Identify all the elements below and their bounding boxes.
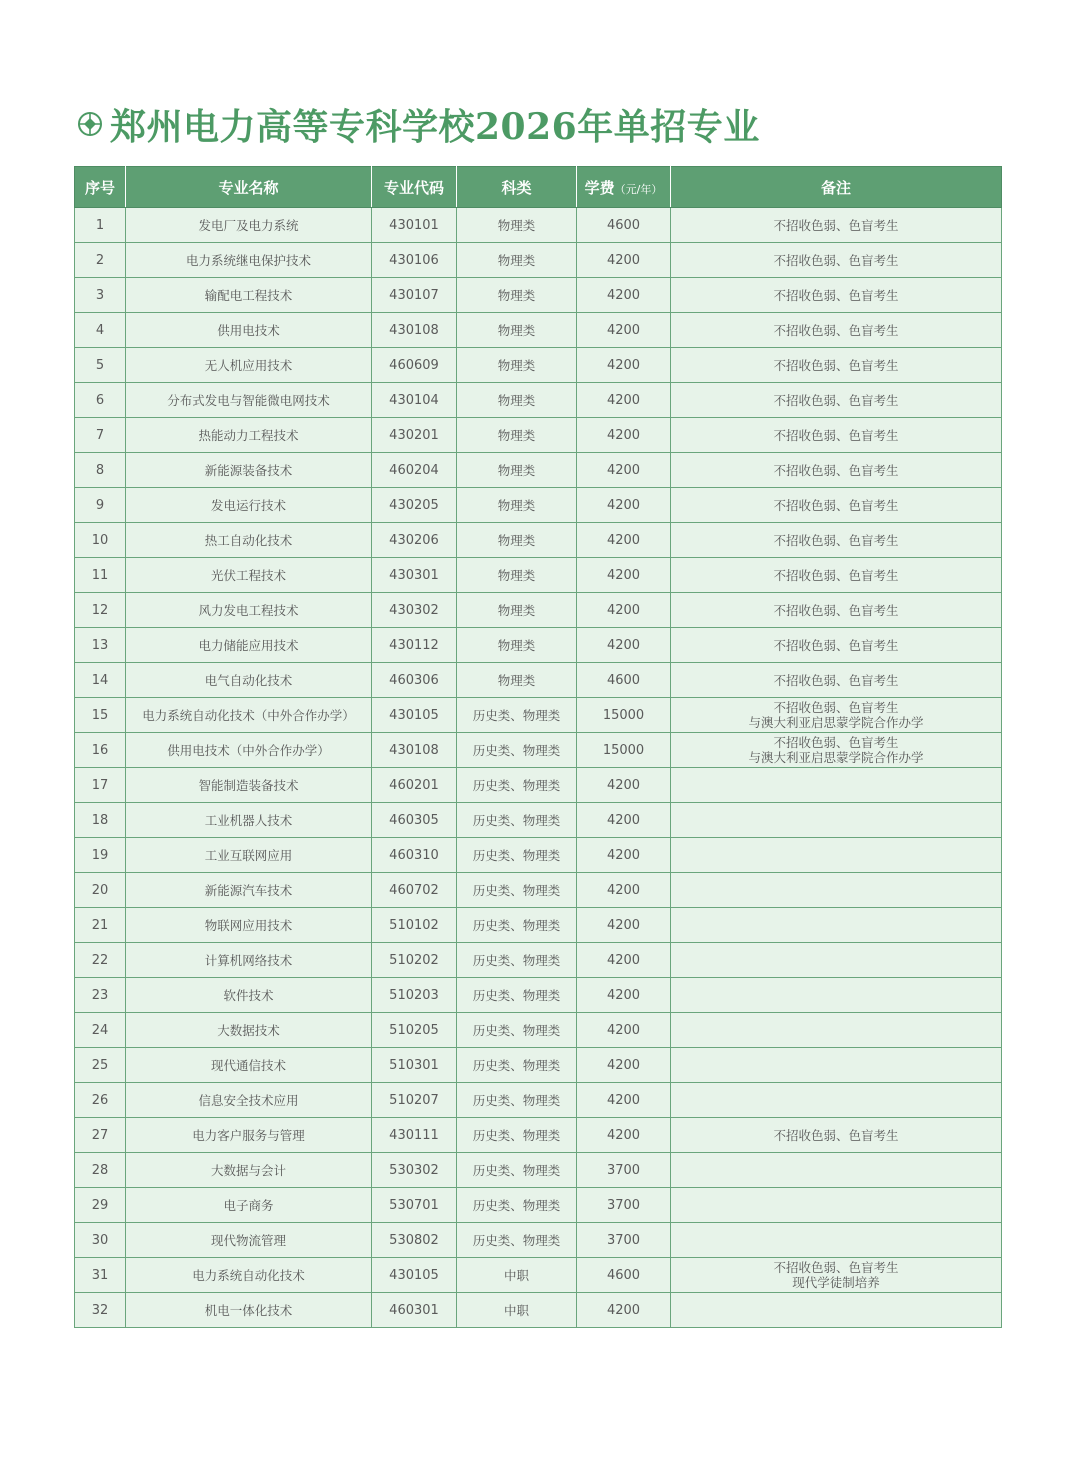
note-line: 与澳大利亚启思蒙学院合作办学 [748, 750, 924, 765]
cell-note [671, 243, 1002, 278]
table-row [75, 698, 1002, 733]
cell-name: 发电厂及电力系统 [126, 208, 372, 243]
table-row [75, 768, 1002, 803]
cell-fee: 4200 [577, 593, 671, 628]
cell-note [671, 908, 1002, 943]
table-row [75, 383, 1002, 418]
cell-fee: 4200 [577, 768, 671, 803]
cell-fee: 4200 [577, 383, 671, 418]
cell-category: 历史类、物理类 [457, 803, 577, 838]
cell-fee: 4600 [577, 1258, 671, 1293]
cell-name: 大数据技术 [126, 1013, 372, 1048]
cell-seq: 14 [75, 663, 126, 698]
cell-code: 530302 [372, 1153, 457, 1188]
cell-name: 电气自动化技术 [126, 663, 372, 698]
cell-note [671, 1153, 1002, 1188]
cell-note [671, 1258, 1002, 1293]
cell-seq: 24 [75, 1013, 126, 1048]
cell-name: 发电运行技术 [126, 488, 372, 523]
cell-name: 供用电技术（中外合作办学） [126, 733, 372, 768]
note-line: 不招收色弱、色盲考生 [773, 462, 899, 478]
cell-name: 电力储能应用技术 [126, 628, 372, 663]
cell-category: 物理类 [457, 383, 577, 418]
cell-fee: 3700 [577, 1153, 671, 1188]
table-row [75, 663, 1002, 698]
note-line: 不招收色弱、色盲考生 [773, 602, 899, 618]
cell-name: 无人机应用技术 [126, 348, 372, 383]
cell-category: 物理类 [457, 208, 577, 243]
cell-seq: 26 [75, 1083, 126, 1118]
cell-code: 530701 [372, 1188, 457, 1223]
cell-name: 电力系统自动化技术（中外合作办学） [126, 698, 372, 733]
cell-name: 信息安全技术应用 [126, 1083, 372, 1118]
cell-note [671, 1048, 1002, 1083]
cell-code: 460702 [372, 873, 457, 908]
cell-seq: 19 [75, 838, 126, 873]
cell-code: 510205 [372, 1013, 457, 1048]
table-row [75, 278, 1002, 313]
cell-fee: 4200 [577, 803, 671, 838]
cell-name: 电力系统自动化技术 [126, 1258, 372, 1293]
header-fee-label: 学费 [584, 178, 615, 197]
cell-note [671, 1223, 1002, 1258]
cell-seq: 11 [75, 558, 126, 593]
cell-code: 430302 [372, 593, 457, 628]
table-row [75, 1048, 1002, 1083]
table-row [75, 348, 1002, 383]
note-line: 不招收色弱、色盲考生 [773, 532, 899, 548]
cell-fee: 4200 [577, 1118, 671, 1153]
cell-note [671, 383, 1002, 418]
cell-seq: 13 [75, 628, 126, 663]
table-header-row [75, 167, 1002, 208]
cell-name: 输配电工程技术 [126, 278, 372, 313]
cell-fee: 15000 [577, 698, 671, 733]
table-row [75, 1258, 1002, 1293]
cell-seq: 27 [75, 1118, 126, 1153]
cell-name: 新能源汽车技术 [126, 873, 372, 908]
cell-fee: 4200 [577, 978, 671, 1013]
table-row [75, 628, 1002, 663]
cell-name: 智能制造装备技术 [126, 768, 372, 803]
cell-name: 电力系统继电保护技术 [126, 243, 372, 278]
cell-code: 430105 [372, 1258, 457, 1293]
cell-seq: 28 [75, 1153, 126, 1188]
table-row [75, 243, 1002, 278]
cell-seq: 4 [75, 313, 126, 348]
cell-note [671, 453, 1002, 488]
cell-fee: 4200 [577, 908, 671, 943]
table-row [75, 1083, 1002, 1118]
cell-category: 物理类 [457, 243, 577, 278]
cell-code: 460201 [372, 768, 457, 803]
header-code: 专业代码 [372, 167, 457, 208]
note-line: 不招收色弱、色盲考生 [773, 735, 899, 750]
cell-fee: 4200 [577, 628, 671, 663]
cell-name: 电力客户服务与管理 [126, 1118, 372, 1153]
note-line: 不招收色弱、色盲考生 [773, 217, 899, 233]
cell-note [671, 698, 1002, 733]
cell-note [671, 523, 1002, 558]
cell-fee: 4200 [577, 558, 671, 593]
header-note: 备注 [671, 167, 1002, 208]
table-row [75, 873, 1002, 908]
cell-name: 机电一体化技术 [126, 1293, 372, 1328]
cell-seq: 22 [75, 943, 126, 978]
table-row [75, 1223, 1002, 1258]
cell-category: 历史类、物理类 [457, 1083, 577, 1118]
cell-seq: 1 [75, 208, 126, 243]
cell-seq: 3 [75, 278, 126, 313]
cell-fee: 4200 [577, 488, 671, 523]
cell-note [671, 1293, 1002, 1328]
cell-code: 530802 [372, 1223, 457, 1258]
cell-note [671, 978, 1002, 1013]
cell-name: 现代通信技术 [126, 1048, 372, 1083]
cell-seq: 9 [75, 488, 126, 523]
cell-category: 物理类 [457, 593, 577, 628]
cell-category: 历史类、物理类 [457, 908, 577, 943]
cell-note [671, 943, 1002, 978]
table-row [75, 838, 1002, 873]
cell-note [671, 733, 1002, 768]
cell-note [671, 768, 1002, 803]
cell-fee: 4600 [577, 663, 671, 698]
cell-code: 430111 [372, 1118, 457, 1153]
note-line: 不招收色弱、色盲考生 [773, 497, 899, 513]
cell-category: 物理类 [457, 313, 577, 348]
cell-fee: 4200 [577, 523, 671, 558]
cell-seq: 16 [75, 733, 126, 768]
cell-name: 风力发电工程技术 [126, 593, 372, 628]
cell-code: 430106 [372, 243, 457, 278]
cell-seq: 20 [75, 873, 126, 908]
cell-fee: 4200 [577, 1013, 671, 1048]
cell-fee: 4600 [577, 208, 671, 243]
cell-category: 历史类、物理类 [457, 1188, 577, 1223]
cell-code: 430201 [372, 418, 457, 453]
cell-category: 历史类、物理类 [457, 873, 577, 908]
cell-code: 430101 [372, 208, 457, 243]
cell-name: 软件技术 [126, 978, 372, 1013]
table-body [75, 208, 1002, 1328]
table-row [75, 558, 1002, 593]
cell-fee: 3700 [577, 1188, 671, 1223]
table-row [75, 803, 1002, 838]
cell-category: 物理类 [457, 278, 577, 313]
cell-code: 430108 [372, 733, 457, 768]
table-row [75, 593, 1002, 628]
table-row [75, 313, 1002, 348]
cell-fee: 4200 [577, 943, 671, 978]
title-row [76, 96, 760, 152]
cell-fee: 15000 [577, 733, 671, 768]
header-seq: 序号 [75, 167, 126, 208]
note-line: 不招收色弱、色盲考生 [773, 700, 899, 715]
cell-fee: 4200 [577, 278, 671, 313]
note-line: 不招收色弱、色盲考生 [773, 252, 899, 268]
cell-category: 历史类、物理类 [457, 1153, 577, 1188]
note-line: 现代学徒制培养 [792, 1275, 880, 1290]
cell-name: 工业互联网应用 [126, 838, 372, 873]
table-row [75, 488, 1002, 523]
cell-seq: 30 [75, 1223, 126, 1258]
note-line: 不招收色弱、色盲考生 [773, 357, 899, 373]
cell-name: 热能动力工程技术 [126, 418, 372, 453]
cell-note [671, 278, 1002, 313]
cell-note [671, 488, 1002, 523]
cell-code: 510301 [372, 1048, 457, 1083]
cell-note [671, 873, 1002, 908]
majors-table [74, 166, 1002, 1328]
cell-code: 460310 [372, 838, 457, 873]
table-row [75, 733, 1002, 768]
cell-note [671, 418, 1002, 453]
cell-seq: 8 [75, 453, 126, 488]
cell-note [671, 663, 1002, 698]
table-row [75, 453, 1002, 488]
cell-category: 历史类、物理类 [457, 768, 577, 803]
cell-name: 分布式发电与智能微电网技术 [126, 383, 372, 418]
cell-seq: 31 [75, 1258, 126, 1293]
cell-name: 新能源装备技术 [126, 453, 372, 488]
logo-icon [76, 110, 104, 138]
table-row [75, 1118, 1002, 1153]
note-line: 不招收色弱、色盲考生 [773, 567, 899, 583]
cell-name: 现代物流管理 [126, 1223, 372, 1258]
note-line: 不招收色弱、色盲考生 [773, 427, 899, 443]
table-row [75, 1153, 1002, 1188]
cell-code: 430205 [372, 488, 457, 523]
cell-code: 430108 [372, 313, 457, 348]
cell-code: 460301 [372, 1293, 457, 1328]
cell-fee: 4200 [577, 1083, 671, 1118]
table-row [75, 208, 1002, 243]
cell-category: 历史类、物理类 [457, 978, 577, 1013]
cell-note [671, 1188, 1002, 1223]
cell-name: 计算机网络技术 [126, 943, 372, 978]
table-row [75, 1013, 1002, 1048]
cell-seq: 21 [75, 908, 126, 943]
cell-code: 510202 [372, 943, 457, 978]
cell-category: 历史类、物理类 [457, 838, 577, 873]
cell-code: 460609 [372, 348, 457, 383]
cell-name: 热工自动化技术 [126, 523, 372, 558]
cell-category: 中职 [457, 1258, 577, 1293]
cell-code: 460305 [372, 803, 457, 838]
cell-note [671, 558, 1002, 593]
cell-seq: 18 [75, 803, 126, 838]
header-fee [577, 167, 671, 208]
cell-category: 物理类 [457, 523, 577, 558]
header-category: 科类 [457, 167, 577, 208]
cell-seq: 25 [75, 1048, 126, 1083]
table-row [75, 908, 1002, 943]
cell-note [671, 208, 1002, 243]
cell-seq: 10 [75, 523, 126, 558]
note-line: 不招收色弱、色盲考生 [773, 672, 899, 688]
cell-code: 430105 [372, 698, 457, 733]
cell-category: 历史类、物理类 [457, 1048, 577, 1083]
cell-seq: 15 [75, 698, 126, 733]
cell-seq: 12 [75, 593, 126, 628]
cell-fee: 4200 [577, 418, 671, 453]
cell-name: 供用电技术 [126, 313, 372, 348]
page-title: 郑州电力高等专科学校2026年单招专业 [110, 105, 760, 148]
cell-fee: 4200 [577, 348, 671, 383]
cell-category: 物理类 [457, 453, 577, 488]
cell-seq: 2 [75, 243, 126, 278]
cell-category: 中职 [457, 1293, 577, 1328]
cell-code: 510102 [372, 908, 457, 943]
cell-name: 光伏工程技术 [126, 558, 372, 593]
cell-code: 460306 [372, 663, 457, 698]
cell-code: 430104 [372, 383, 457, 418]
cell-category: 历史类、物理类 [457, 733, 577, 768]
cell-seq: 23 [75, 978, 126, 1013]
cell-code: 430206 [372, 523, 457, 558]
cell-note [671, 803, 1002, 838]
cell-code: 460204 [372, 453, 457, 488]
table-row [75, 1188, 1002, 1223]
cell-name: 工业机器人技术 [126, 803, 372, 838]
table-row [75, 978, 1002, 1013]
table-row [75, 523, 1002, 558]
cell-fee: 4200 [577, 243, 671, 278]
table-row [75, 418, 1002, 453]
cell-note [671, 348, 1002, 383]
cell-fee: 4200 [577, 1048, 671, 1083]
cell-category: 物理类 [457, 348, 577, 383]
cell-category: 历史类、物理类 [457, 1223, 577, 1258]
header-fee-unit: （元/年） [614, 182, 663, 196]
cell-note [671, 628, 1002, 663]
cell-note [671, 593, 1002, 628]
note-line: 不招收色弱、色盲考生 [773, 392, 899, 408]
cell-fee: 4200 [577, 838, 671, 873]
cell-name: 物联网应用技术 [126, 908, 372, 943]
cell-seq: 29 [75, 1188, 126, 1223]
cell-category: 物理类 [457, 558, 577, 593]
header-name: 专业名称 [126, 167, 372, 208]
note-line: 不招收色弱、色盲考生 [773, 1127, 899, 1143]
cell-category: 历史类、物理类 [457, 698, 577, 733]
note-line: 与澳大利亚启思蒙学院合作办学 [748, 715, 924, 730]
cell-note [671, 313, 1002, 348]
cell-seq: 32 [75, 1293, 126, 1328]
table-row [75, 1293, 1002, 1328]
cell-category: 历史类、物理类 [457, 943, 577, 978]
cell-category: 历史类、物理类 [457, 1013, 577, 1048]
cell-fee: 4200 [577, 453, 671, 488]
cell-note [671, 1013, 1002, 1048]
cell-note [671, 1083, 1002, 1118]
note-line: 不招收色弱、色盲考生 [773, 637, 899, 653]
cell-code: 430301 [372, 558, 457, 593]
cell-code: 510207 [372, 1083, 457, 1118]
cell-code: 510203 [372, 978, 457, 1013]
cell-category: 历史类、物理类 [457, 1118, 577, 1153]
cell-code: 430107 [372, 278, 457, 313]
note-line: 不招收色弱、色盲考生 [773, 1260, 899, 1275]
cell-fee: 4200 [577, 1293, 671, 1328]
cell-code: 430112 [372, 628, 457, 663]
cell-seq: 7 [75, 418, 126, 453]
table-row [75, 943, 1002, 978]
cell-name: 电子商务 [126, 1188, 372, 1223]
cell-seq: 17 [75, 768, 126, 803]
cell-category: 物理类 [457, 418, 577, 453]
cell-category: 物理类 [457, 663, 577, 698]
cell-fee: 4200 [577, 873, 671, 908]
cell-name: 大数据与会计 [126, 1153, 372, 1188]
cell-fee: 3700 [577, 1223, 671, 1258]
cell-category: 物理类 [457, 628, 577, 663]
cell-category: 物理类 [457, 488, 577, 523]
cell-seq: 5 [75, 348, 126, 383]
note-line: 不招收色弱、色盲考生 [773, 322, 899, 338]
cell-note [671, 838, 1002, 873]
cell-note [671, 1118, 1002, 1153]
cell-seq: 6 [75, 383, 126, 418]
cell-fee: 4200 [577, 313, 671, 348]
note-line: 不招收色弱、色盲考生 [773, 287, 899, 303]
